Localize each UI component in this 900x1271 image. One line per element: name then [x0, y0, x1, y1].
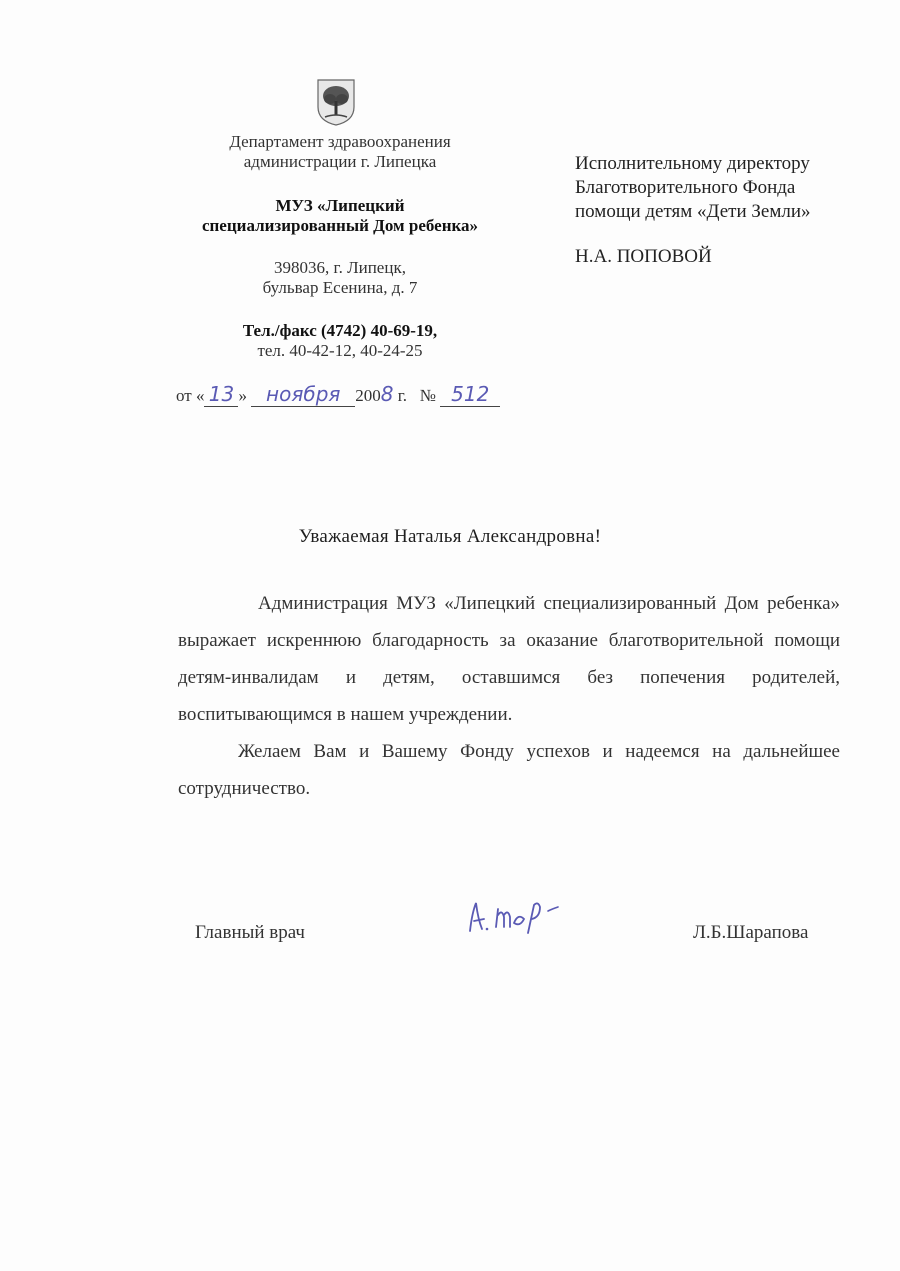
organization-line-1: МУЗ «Липецкий	[275, 196, 405, 215]
department-line-1: Департамент здравоохранения	[229, 132, 451, 151]
date-year-digit: 8	[380, 382, 394, 406]
organization-block	[180, 196, 500, 236]
department-block	[180, 132, 500, 172]
department-line-2: администрации г. Липецка	[243, 152, 437, 171]
phone-block	[180, 321, 500, 361]
address-line-2: бульвар Есенина, д. 7	[262, 278, 418, 297]
date-year-prefix: 200	[355, 386, 381, 405]
date-month: ноября	[266, 382, 341, 406]
recipient-name: Н.А. ПОПОВОЙ	[575, 246, 712, 267]
city-emblem-icon	[315, 77, 357, 127]
phone-line-1: Тел./факс (4742) 40-69-19,	[242, 321, 438, 340]
phone-line-2: тел. 40-42-12, 40-24-25	[257, 341, 423, 360]
signatory-name: Л.Б.Шарапова	[693, 922, 809, 943]
number-label: №	[419, 386, 436, 405]
body-paragraph-2: Желаем Вам и Вашему Фонду успехов и надеемся на дальнейшее сотрудничество.	[178, 741, 840, 799]
date-day: 13	[208, 382, 235, 406]
document-number: 512	[451, 382, 490, 406]
greeting: Уважаемая Наталья Александровна!	[298, 526, 602, 547]
recipient-line-2: Благотворительного Фонда	[575, 177, 796, 198]
date-number-line	[176, 382, 500, 407]
date-quote-close: »	[238, 386, 247, 405]
address-line-1: 398036, г. Липецк,	[274, 258, 406, 277]
handwritten-signature	[462, 893, 572, 943]
date-prefix: от «	[176, 386, 205, 405]
recipient-line-3: помощи детям «Дети Земли»	[575, 201, 811, 222]
address-block	[180, 258, 500, 298]
recipient-block	[575, 152, 811, 224]
body-paragraph-1: Администрация МУЗ «Липецкий специализированный Дом ребенка» выражает искреннюю благодарность за оказание благотворительной помощи детям-инвалидам и детям, оставшимся без попечения родителей, воспитывающимся в нашем учреждении.	[178, 593, 840, 725]
signatory-title: Главный врач	[195, 922, 305, 943]
recipient-line-1: Исполнительному директору	[575, 153, 810, 174]
date-year-suffix: г.	[393, 386, 408, 405]
organization-line-2: специализированный Дом ребенка»	[201, 216, 479, 235]
